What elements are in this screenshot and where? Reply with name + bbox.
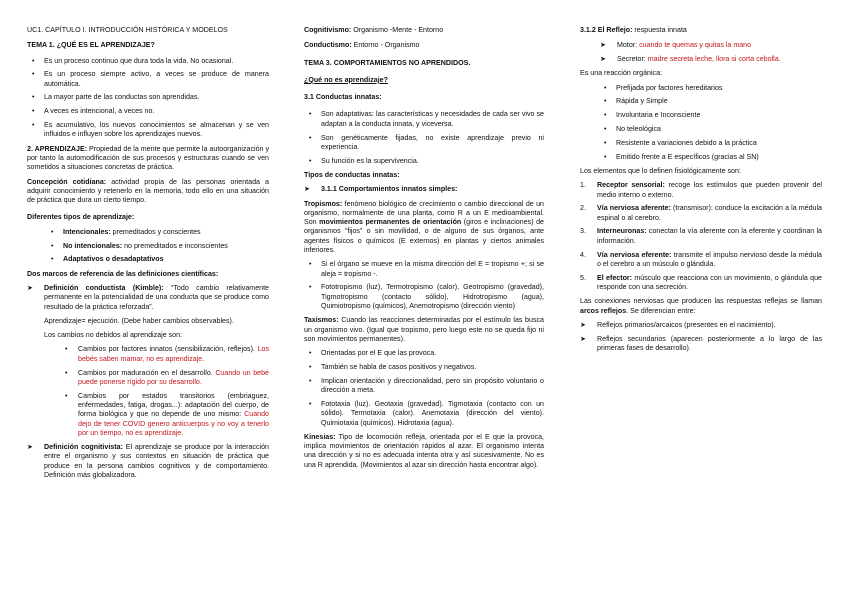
list-item: • Rápida y Simple (580, 97, 822, 106)
list-item: • Si el órgano se mueve en la misma dirección del E = tropismo +; si se aleja = tropismo -. (304, 260, 544, 279)
tropismo-list (304, 260, 544, 311)
marcos-title: Dos marcos de referencia de las definiciones científicas: (27, 269, 219, 278)
elementos-list (580, 181, 822, 292)
list-item: • Emitido frente a E específicos (gracias al SN) (580, 153, 822, 162)
list-item: • Adaptativos o desadaptativos (27, 255, 269, 264)
list-item: • Fototropismo (luz), Termotropismo (calor), Geotropismo (gravedad), Tigmotropismo (contacto sólido), Hidrotropismo (agua), Quimiotropismo (químicos), Anemotropismo (dirección viento) (304, 283, 544, 311)
list-item: • Es acumulativo, los nuevos conocimientos se almacenan y se ven influidos e influyen sobre los aprendizajes nuevos. (27, 121, 269, 140)
list-item: ➤ Reflejos secundarios (aparecen posteriormente a lo largo de las primeras fases de desarrollo). (580, 335, 822, 354)
list-item: • Implican orientación y direccionalidad, pero sin propósito voluntario o dirección a meta. (304, 377, 544, 396)
list-item: • Resistente a variaciones debido a la práctica (580, 139, 822, 148)
column-1 (27, 26, 269, 485)
list-item: • Fototaxia (luz). Geotaxia (gravedad). Tigmotaxia (contacto con un sólido). Termotaxia (calor). Anemotaxia (dirección del viento). Quimiotaxia (químicos). Hidrotaxia (agua). (304, 400, 544, 428)
cognitivismo-line: Cognitivismo: Organismo -Mente - Entorno (304, 26, 444, 34)
cambios-list (27, 345, 269, 438)
concepcion-cotidiana: Concepción cotidiana: actividad propia de las personas orientada a adquirir conocimiento y retenerlo en la memoria, todo ello en una situación de práctica que dura un cierto tiempo. (27, 177, 269, 205)
cognitivista-list (27, 443, 269, 480)
list-item: • Prefijada por factores hereditarios (580, 84, 822, 93)
que-no-heading: ¿Qué no es aprendizaje? (304, 75, 388, 84)
list-item: • Involuntaria e Inconsciente (580, 111, 822, 120)
tropismos-paragraph: Tropismos: fenómeno biológico de crecimiento o cambio direccional de un organismo, normalmente de una planta, como R a un E medioambiental. Son movimientos permanentes de orientación (giros e inclinaciones) de organismos “fijos” o sin movilidad, o de alguno de sus órganos, ante agentes físicos o químicos (E externos) en plantas y ciertos animales inferiores. (304, 199, 544, 255)
chapter-heading: UC1. CAPÍTULO I. INTRODUCCIÓN HISTÓRICA Y MODELOS (27, 26, 228, 34)
simples-list (304, 185, 544, 194)
innatas-list (304, 110, 544, 165)
tema3-heading: TEMA 3. COMPORTAMIENTOS NO APRENDIDOS. (304, 58, 471, 67)
tipos-list (27, 228, 269, 265)
reaccion-heading: Es una reacción orgánica: (580, 69, 663, 78)
list-item: ➤ Reflejos primarios/arcaicos (presentes en el nacimiento). (580, 321, 822, 330)
elementos-heading: Los elementos que lo definen fisiológicamente son: (580, 166, 741, 175)
list-item: • Su función es la supervivencia. (304, 157, 544, 166)
tema1-heading: TEMA 1. ¿QUÉ ES EL APRENDIZAJE? (27, 41, 155, 50)
conductas-innatas-heading: 3.1 Conductas innatas: (304, 93, 382, 102)
list-item: • Son genéticamente fijadas, no existe aprendizaje previo ni experiencia. (304, 134, 544, 153)
list-item: ➤ Motor: cuando te quemas y quitas la mano (580, 41, 822, 50)
list-item: 5. El efector: músculo que reacciona con un movimiento, o glándula que responde con una secreción. (580, 273, 822, 291)
reflejos-list (580, 321, 822, 353)
list-item: • Cambios por factores innatos (sensibilización, reflejos). Los bebés saben mamar, no es aprendizaje. (61, 345, 269, 364)
aprendizaje-ejecucion: Aprendizaje= ejecución. (Debe haber cambios observables). (44, 316, 234, 325)
list-item: • La mayor parte de las conductas son aprendidas. (27, 93, 269, 102)
reflejo-heading: 3.1.2 El Reflejo: respuesta innata (580, 26, 687, 34)
kinesias-paragraph: Kinesias: Tipo de locomoción refleja, orientada por el E que la provoca, implica movimientos de orientación rápidos al azar. El organismo intenta una dirección y si no es adecuada intenta otra y así sucesivamente. No es una R aprendida. (Movimientos al azar sin dirección hasta encontrar algo). (304, 432, 544, 469)
list-item: ➤ 3.1.1 Comportamientos innatos simples: (304, 185, 544, 194)
list-item: 2. Vía nerviosa aferente: (transmisor): conduce la excitación a la médula espinal o al cerebro. (580, 204, 822, 222)
reflejo-types-list (580, 41, 822, 64)
list-item: 1. Receptor sensorial: recoge los estímulos que pueden provenir del medio interno o externo. (580, 181, 822, 199)
list-item: • Son adaptativas: las características y necesidades de cada ser vivo se adaptan a la conducta innata, y viceversa. (304, 110, 544, 129)
conexiones-paragraph: Las conexiones nerviosas que producen las respuestas reflejas se llaman arcos reflejos. Se diferencian entre: (580, 297, 822, 315)
column-2 (304, 26, 544, 475)
list-item: • No teleológica (580, 125, 822, 134)
list-item: • A veces es intencional, a veces no. (27, 107, 269, 116)
list-item: • No intencionales: no premeditados e inconscientes (27, 242, 269, 251)
taxismos-paragraph: Taxismos: Cuando las reacciones determinadas por el estímulo las busca un organismo vivo. (Igual que tropismo, pero luego este no se queda fijo ni son movimientos permanentes). (304, 316, 544, 343)
aprendizaje-features-list (27, 57, 269, 140)
list-item: ➤ Definición cognitivista: El aprendizaje se produce por la interacción entre el organismo y sus contextos en situación de práctica que produce en la persona cambios cognitivos y de comportamiento. Definición más globalizadora. (27, 443, 269, 480)
tipos-title: Diferentes tipos de aprendizaje: (27, 213, 135, 222)
marcos-list (27, 284, 269, 312)
list-item: 4. Vía nerviosa eferente: transmite el impulso nervioso desde la médula o el cerebro a un músculo o glándula. (580, 250, 822, 268)
list-item: ➤ Secretor: madre secreta leche, llora si corta cebolla. (580, 55, 822, 64)
conductismo-line: Conductismo: Entorno - Organismo (304, 41, 420, 50)
list-item: • Orientadas por el E que las provoca. (304, 349, 544, 358)
list-item: ➤ Definición conductista (Kimble): “Todo cambio relativamente permanente en la potencialidad de una conducta que se produce como resultado de la práctica reforzada”. (27, 284, 269, 312)
list-item: • Es un proceso siempre activo, a veces se produce de manera automática. (27, 70, 269, 89)
taxismo-list (304, 349, 544, 428)
list-item: • Intencionales: premeditados y conscientes (27, 228, 269, 237)
list-item: • También se habla de casos positivos y negativos. (304, 363, 544, 372)
column-3 (580, 26, 822, 358)
cambios-title: Los cambios no debidos al aprendizaje son: (44, 331, 183, 340)
list-item: • Cambios por maduración en el desarrollo. Cuando un bebé puede ponerse rígido por su desarrollo. (61, 369, 269, 388)
tipos-innatas-heading: Tipos de conductas innatas: (304, 170, 400, 179)
reaccion-list (580, 84, 822, 162)
aprendizaje-definition: 2. APRENDIZAJE: Propiedad de la mente que permite la autoorganización y por tanto la automodificación de sus procesos y estructuras cuando se ven sometidos a situaciones concretas de práctica. (27, 144, 269, 172)
list-item: • Cambios por estados transitorios (embriaguez, enfermedades, fatiga, drogas...): adaptación del cuerpo, de forma biológica y que no depende de uno mismo: Cuando dejo de tener COVID genero anticuerpos y no voy a tenerlo por un tiempo, no es aprendizaje. (61, 392, 269, 438)
list-item: 3. Interneuronas: conectan la vía aferente con la eferente y coordinan la información. (580, 227, 822, 245)
list-item: • Es un proceso continuo que dura toda la vida. No ocasional. (27, 57, 269, 66)
